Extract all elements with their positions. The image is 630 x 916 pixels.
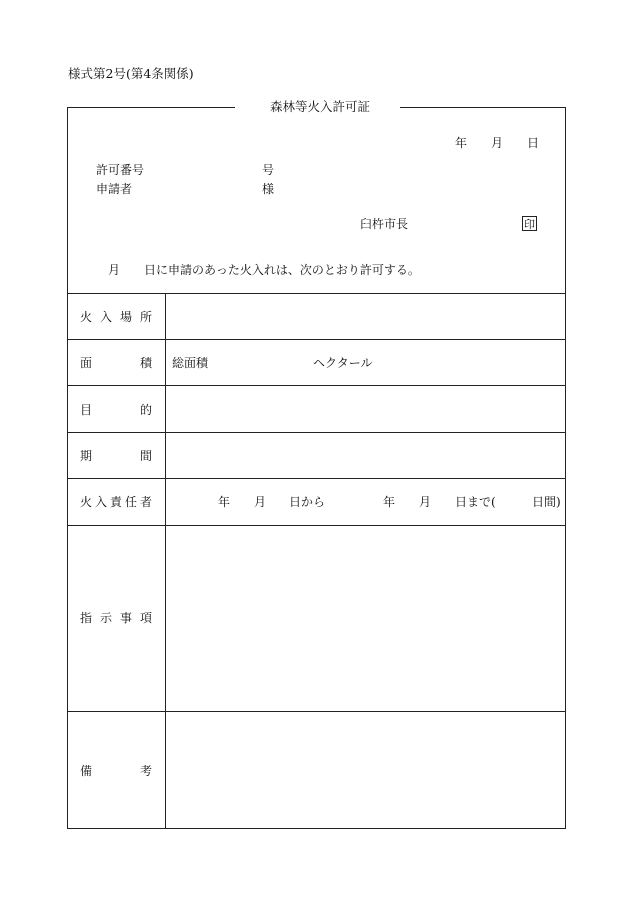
label-column-divider [165, 293, 166, 829]
permit-form-frame [67, 107, 566, 829]
issuer-name: 臼杵市長 [360, 217, 409, 231]
table-top-border [67, 293, 566, 294]
form-number-label: 様式第2号(第4条関係) [68, 66, 194, 81]
row-label-place: 火 入 場 所 [80, 310, 152, 324]
row-divider [67, 711, 566, 712]
date-month: 月 [491, 136, 504, 150]
row-label-period: 期 間 [80, 449, 152, 463]
applicant-label: 申請者 [96, 182, 133, 196]
seal-mark: 印 [524, 218, 535, 231]
total-days: 日間) [532, 495, 561, 509]
document-title: 森林等火入許可証 [270, 99, 371, 114]
total-area-label: 総面積 [172, 356, 209, 370]
from-month: 月 [254, 495, 267, 509]
until-year: 年 [383, 495, 396, 509]
date-day: 日 [527, 136, 540, 150]
row-label-remarks: 備 考 [80, 764, 152, 778]
applicant-honorific: 様 [262, 182, 275, 196]
row-divider [67, 432, 566, 433]
from-day: 日から [289, 495, 326, 509]
notice-text: 日に申請のあった火入れは、次のとおり許可する。 [144, 263, 420, 277]
row-label-area: 面 積 [80, 356, 152, 370]
permit-number-suffix: 号 [262, 163, 275, 177]
row-label-purpose: 目 的 [80, 403, 152, 417]
permit-number-label: 許可番号 [96, 163, 145, 177]
date-year: 年 [455, 136, 468, 150]
row-label-responsible: 火 入 責 任 者 [80, 495, 152, 509]
row-divider [67, 339, 566, 340]
from-year: 年 [218, 495, 231, 509]
until-day: 日まで( [455, 495, 496, 509]
notice-month: 月 [108, 263, 121, 277]
area-unit: ヘクタール [313, 356, 373, 370]
row-divider [67, 525, 566, 526]
row-label-instructions: 指 示 事 項 [80, 611, 152, 625]
row-divider [67, 385, 566, 386]
until-month: 月 [419, 495, 432, 509]
row-divider [67, 478, 566, 479]
